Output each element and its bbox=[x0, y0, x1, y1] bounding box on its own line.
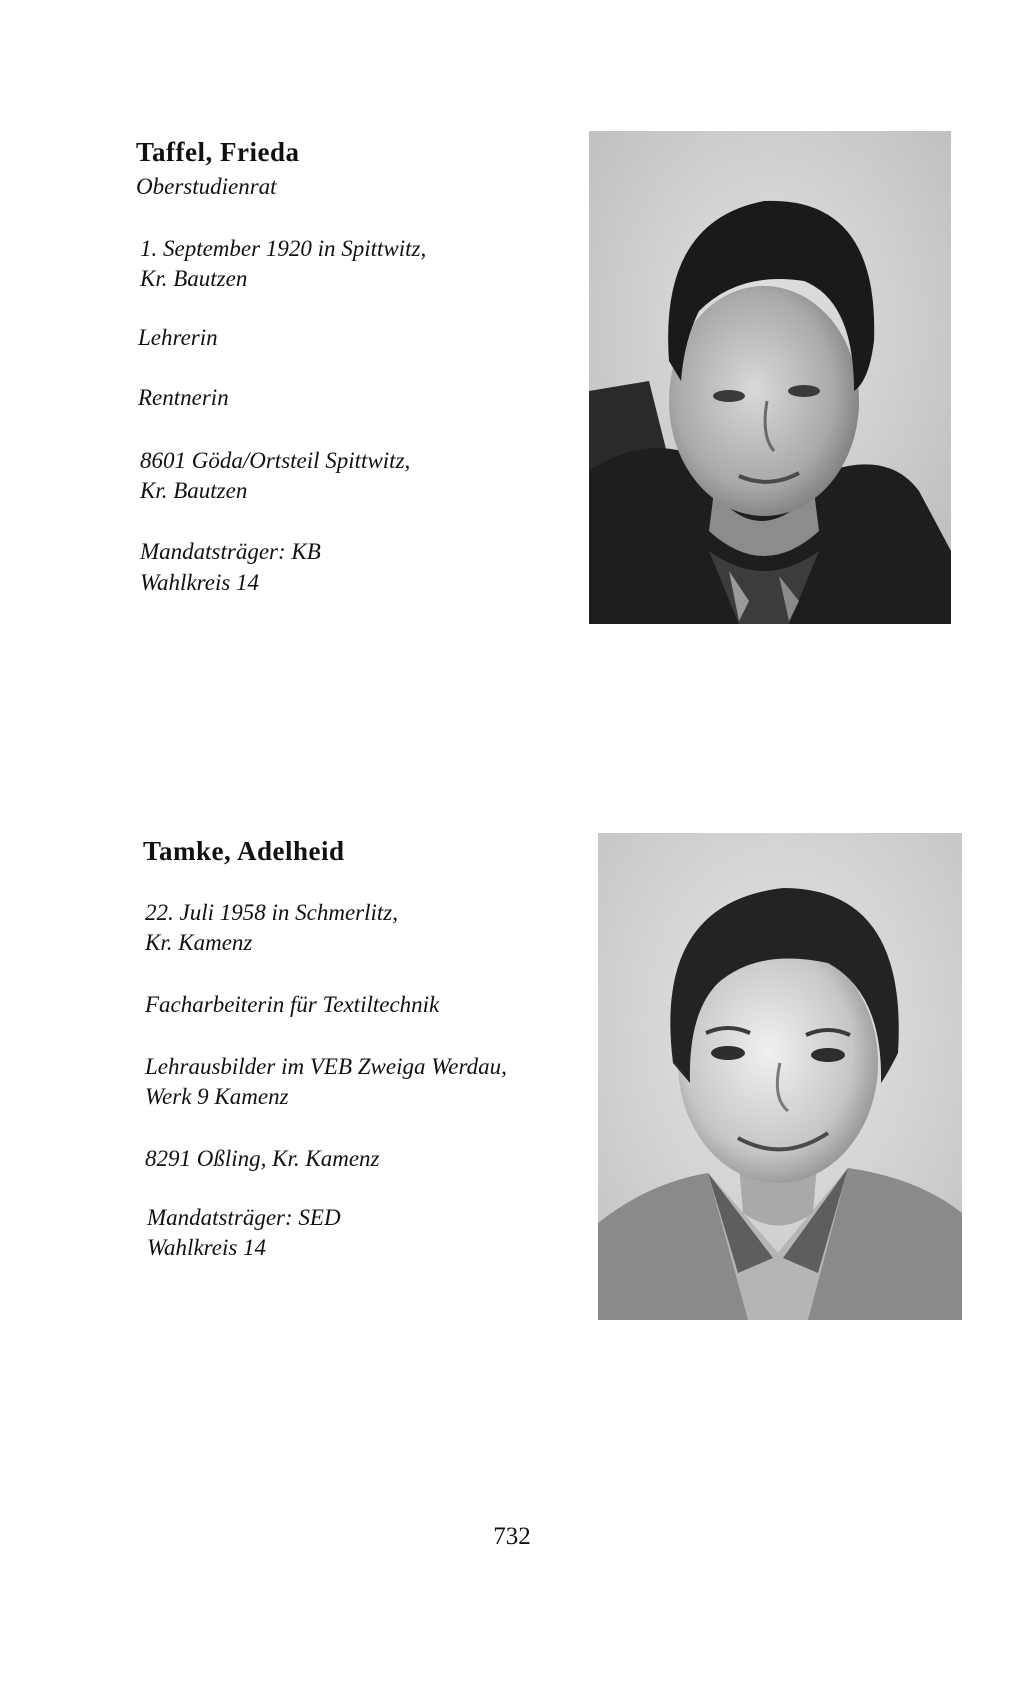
person-title: Oberstudienrat bbox=[136, 174, 277, 199]
person-name: Tamke, Adelheid bbox=[143, 836, 345, 866]
address-line: Kr. Bautzen bbox=[140, 478, 248, 503]
portrait-photo-image bbox=[598, 833, 962, 1320]
birth-line: 1. September 1920 in Spittwitz, bbox=[140, 236, 427, 261]
profession: Lehrerin bbox=[138, 325, 218, 350]
occupation-line: Lehrausbilder im VEB Zweiga Werdau, bbox=[145, 1054, 507, 1079]
birth-line: Kr. Bautzen bbox=[140, 266, 248, 291]
electoral-district: Wahlkreis 14 bbox=[147, 1235, 267, 1260]
occupation-line: Werk 9 Kamenz bbox=[145, 1084, 289, 1109]
portrait-photo bbox=[598, 833, 962, 1320]
person-name: Taffel, Frieda bbox=[136, 137, 300, 167]
occupation: Rentnerin bbox=[138, 385, 229, 410]
birth-line: 22. Juli 1958 in Schmerlitz, bbox=[145, 900, 398, 925]
portrait-photo-image bbox=[589, 131, 951, 624]
mandate: Mandatsträger: SED bbox=[147, 1205, 341, 1230]
profession: Facharbeiterin für Textiltechnik bbox=[145, 992, 440, 1017]
electoral-district: Wahlkreis 14 bbox=[140, 570, 260, 595]
birth-line: Kr. Kamenz bbox=[145, 930, 253, 955]
page-number: 732 bbox=[493, 1523, 531, 1550]
address-line: 8601 Göda/Ortsteil Spittwitz, bbox=[140, 448, 411, 473]
portrait-photo bbox=[589, 131, 951, 624]
mandate: Mandatsträger: KB bbox=[140, 539, 321, 564]
address-line: 8291 Oßling, Kr. Kamenz bbox=[145, 1146, 380, 1171]
